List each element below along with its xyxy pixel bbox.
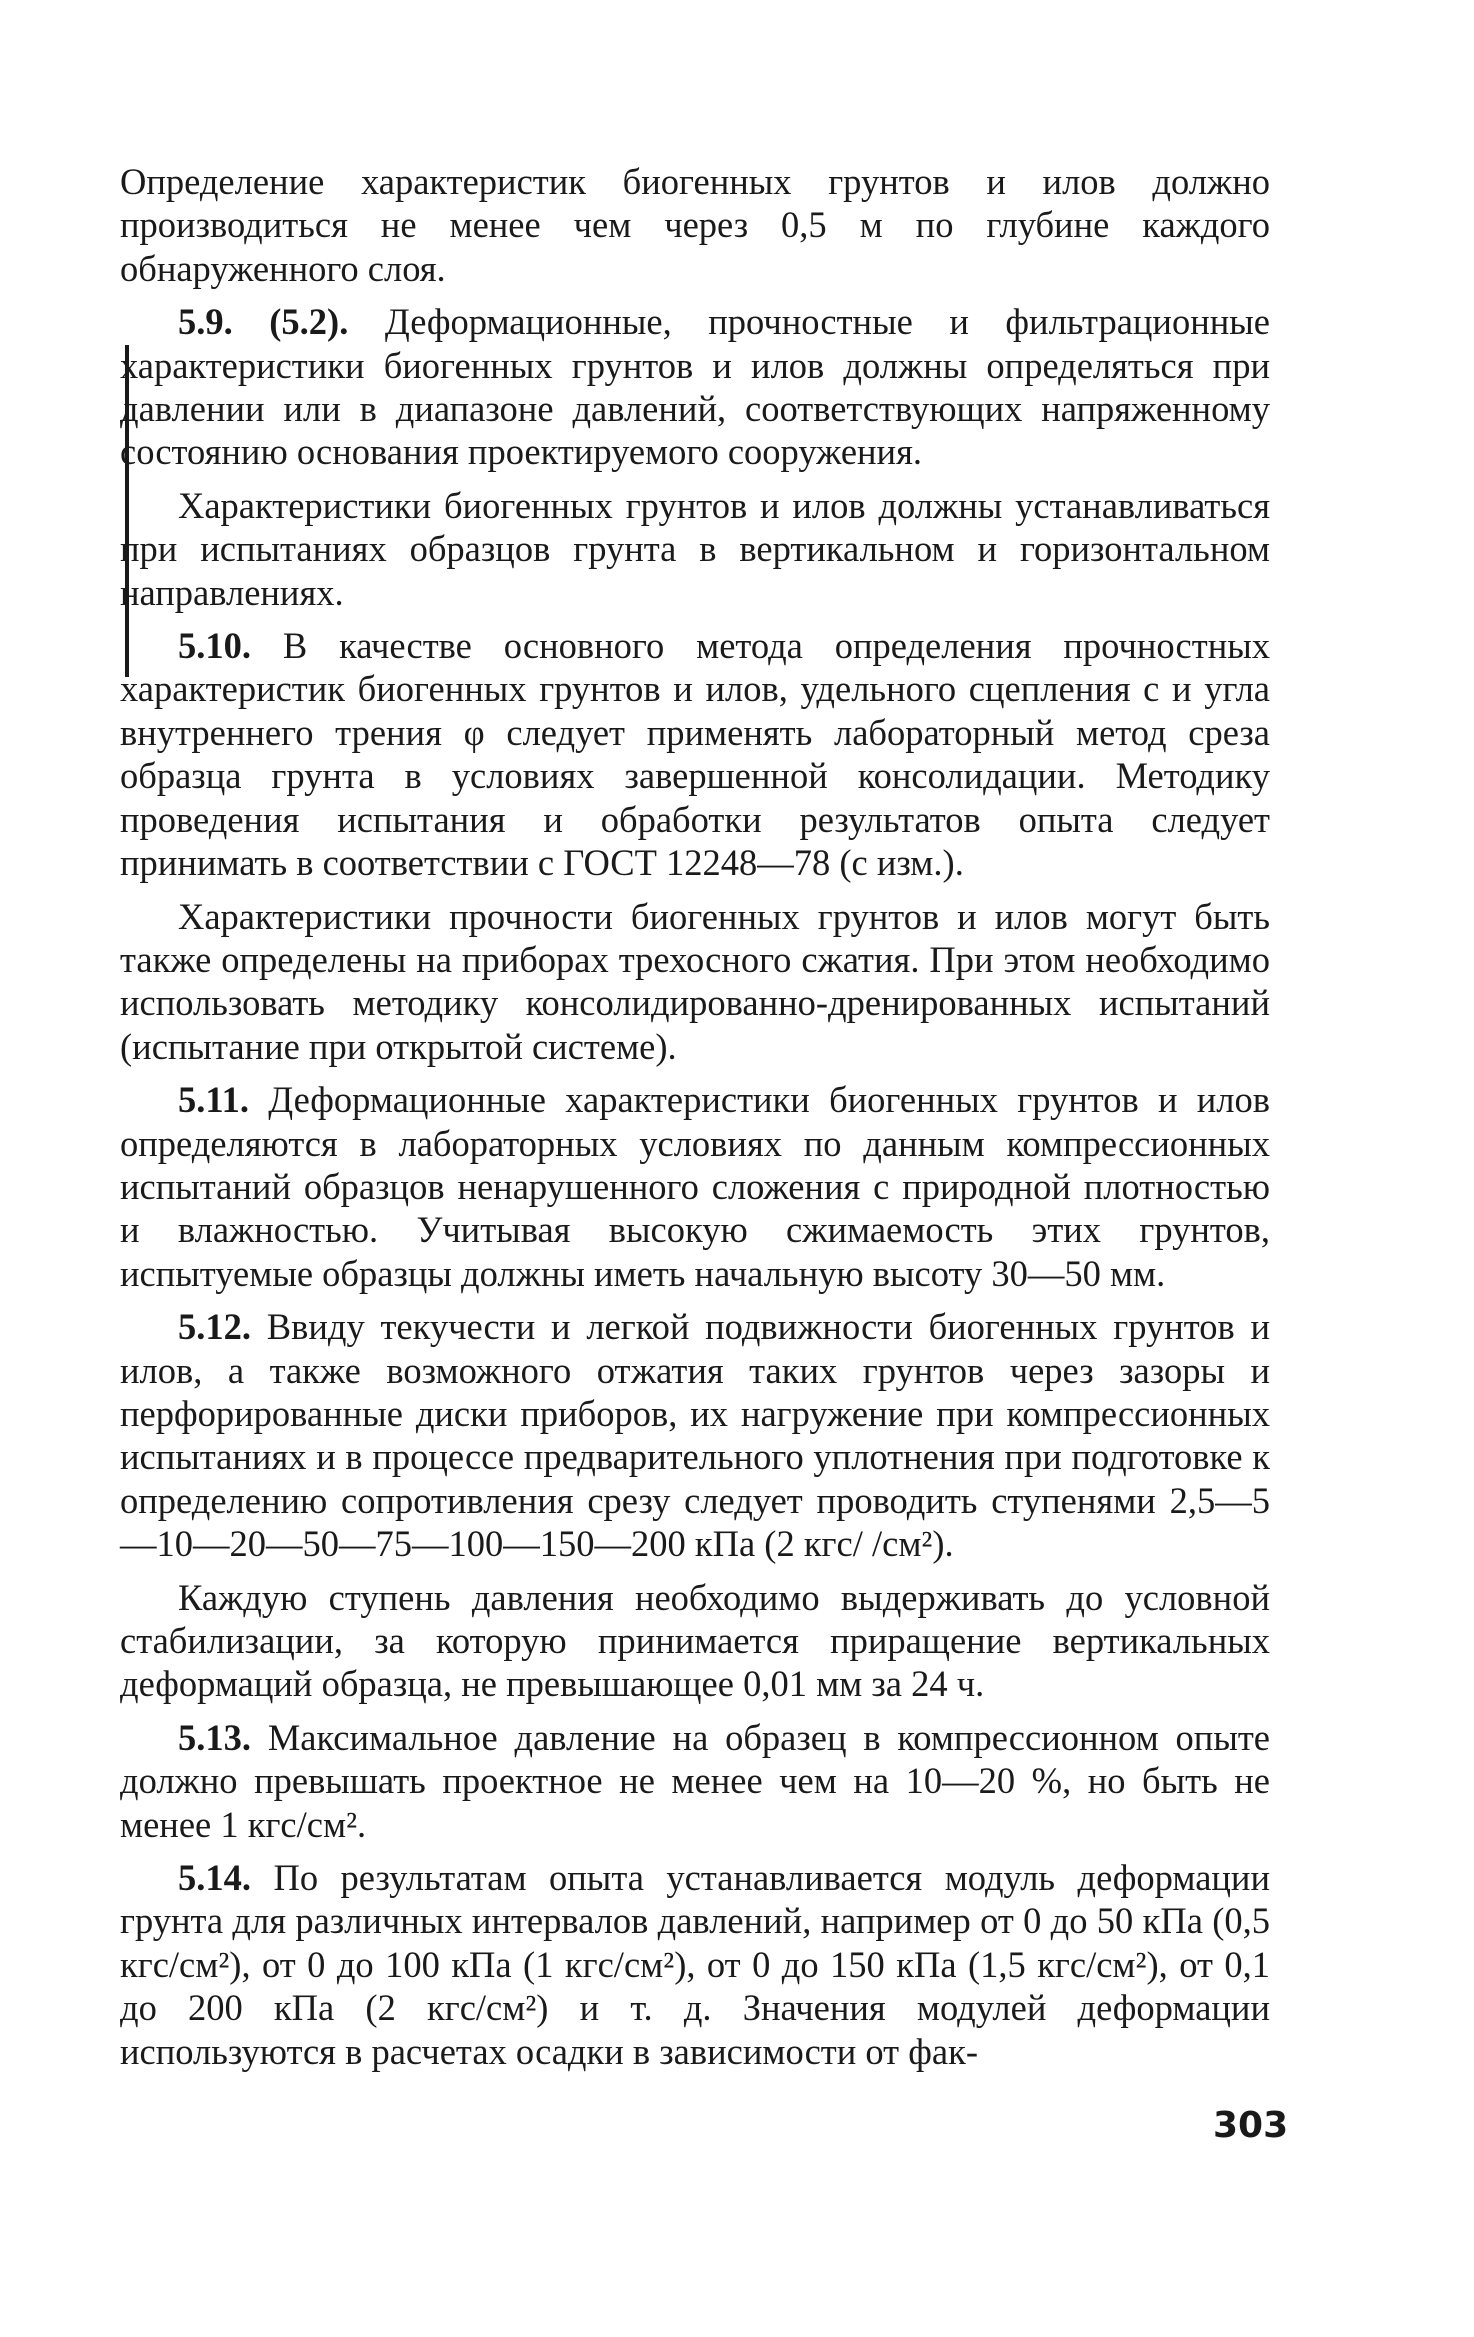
paragraph-5-10 [120, 624, 1270, 884]
clause-number: 5.11. [178, 1079, 249, 1121]
paragraph-text: В качестве основного метода определения прочностных характеристик биогенных грунтов и илов, удельного сцепления c и угла внутреннего трения φ следует применять лабораторный метод среза образца грунта в условиях завершенной консолидации. Методику проведения испытания и обработки результатов опыта следует принимать в соответствии с ГОСТ 12248—78 (с изм.). [120, 625, 1270, 884]
clause-number: 5.9. (5.2). [178, 301, 349, 343]
paragraph-5-13 [120, 1716, 1270, 1846]
paragraph-5-14 [120, 1856, 1270, 2073]
paragraph-characteristics-directions [120, 484, 1270, 614]
paragraph-text: Деформационные, прочностные и фильтрационные характеристики биогенных грунтов и илов должны определяться при давлении или в диапазоне давлений, соответствующих напряженному состоянию основания проектируемого сооружения. [120, 301, 1270, 473]
clause-number: 5.14. [178, 1857, 251, 1899]
paragraph-continuation [120, 160, 1270, 290]
paragraph-5-12 [120, 1305, 1270, 1565]
paragraph-text: Максимальное давление на образец в компрессионном опыте должно превышать проектное не менее чем на 10—20 %, но быть не менее 1 кгс/см². [120, 1716, 1270, 1845]
paragraph-text: Деформационные характеристики биогенных грунтов и илов определяются в лабораторных условиях по данным компрессионных испытаний образцов ненарушенного сложения с природной плотностью и влажностью. Учитывая высокую сжимаемость этих грунтов, испытуемые образцы должны иметь начальную высоту 30—50 мм. [120, 1079, 1270, 1294]
paragraph-stabilization [120, 1576, 1270, 1706]
body-text [120, 160, 1270, 2083]
clause-number: 5.12. [178, 1306, 251, 1348]
paragraph-5-11 [120, 1078, 1270, 1295]
paragraph-triaxial [120, 895, 1270, 1069]
paragraph-text: Характеристики биогенных грунтов и илов должны устанавливаться при испытаниях образцов грунта в вертикальном и горизонтальном направлениях. [120, 484, 1270, 613]
page-number: 303 [1213, 2105, 1289, 2146]
paragraph-5-9 [120, 300, 1270, 474]
paragraph-text: Ввиду текучести и легкой подвижности биогенных грунтов и илов, а также возможного отжатия таких грунтов через зазоры и перфорированные диски приборов, их нагружение при компрессионных испытаниях и в процессе предварительного уплотнения при подготовке к определению сопротивления срезу следует проводить ступенями 2,5—5—10—20—50—75—100—150—200 кПа (2 кгс/ /см²). [120, 1306, 1270, 1565]
paragraph-text: Каждую ступень давления необходимо выдерживать до условной стабилизации, за которую принимается приращение вертикальных деформаций образца, не превышающее 0,01 мм за 24 ч. [120, 1576, 1270, 1705]
clause-number: 5.10. [178, 625, 251, 667]
paragraph-text: Определение характеристик биогенных грунтов и илов должно производиться не менее чем через 0,5 м по глубине каждого обнаруженного слоя. [120, 161, 1270, 289]
clause-number: 5.13. [178, 1716, 251, 1758]
paragraph-text: Характеристики прочности биогенных грунтов и илов могут быть также определены на приборах трехосного сжатия. При этом необходимо использовать методику консолидированно-дренированных испытаний (испытание при открытой системе). [120, 895, 1270, 1067]
paragraph-text: По результатам опыта устанавливается модуль деформации грунта для различных интервалов давлений, например от 0 до 50 кПа (0,5 кгс/см²), от 0 до 100 кПа (1 кгс/см²), от 0 до 150 кПа (1,5 кгс/см²), от 0,1 до 200 кПа (2 кгс/см²) и т. д. Значения модулей деформации используются в расчетах осадки в зависимости от фак- [120, 1857, 1270, 2072]
